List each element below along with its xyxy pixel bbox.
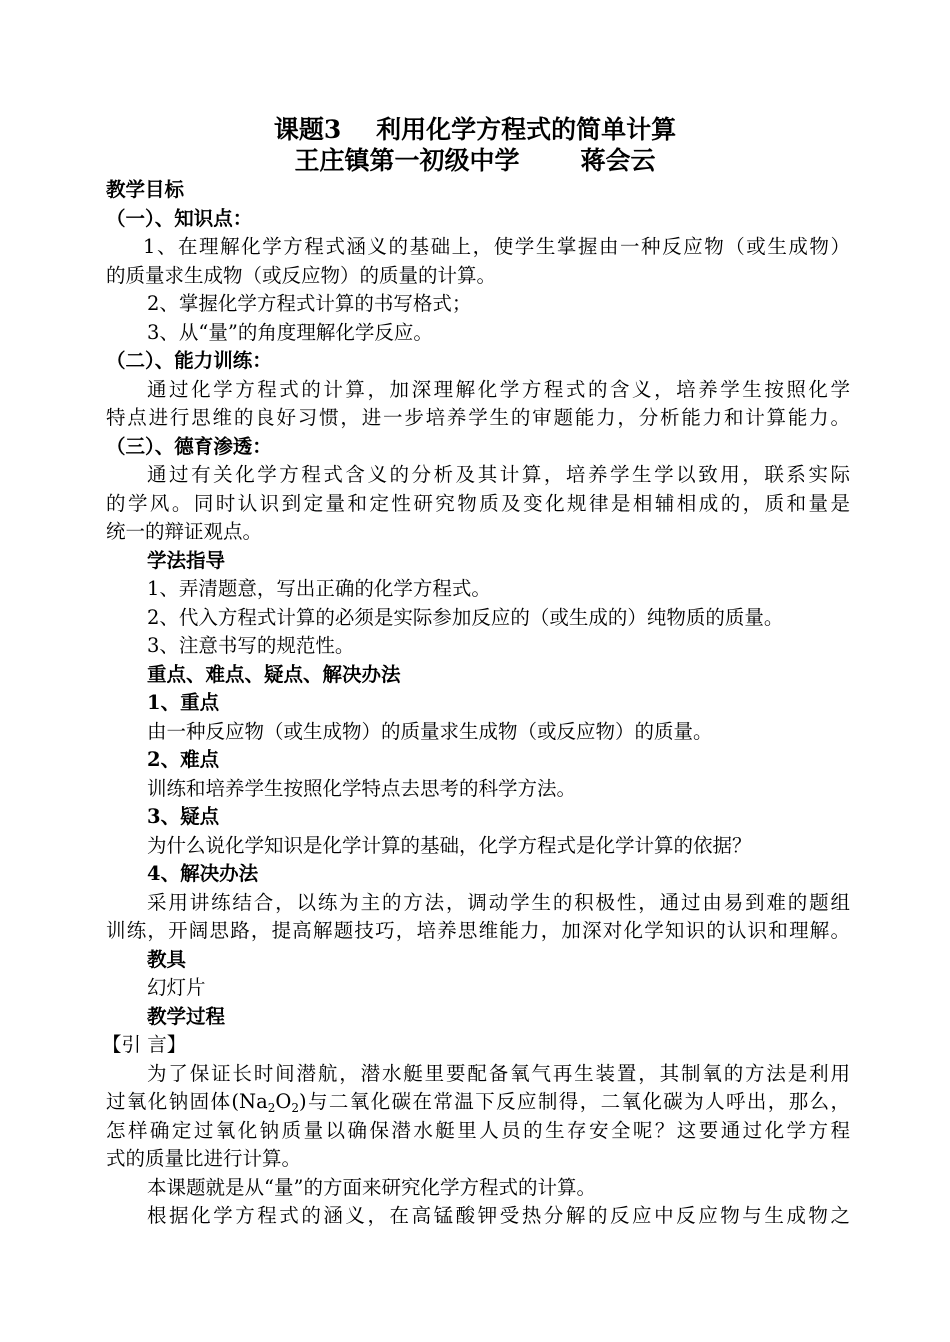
knowledge-item-3: 3、从“量”的角度理解化学反应。 xyxy=(147,320,433,344)
process-paragraph-3: 根据化学方程式的涵义，在高锰酸钾受热分解的反应中反应物与生成物之 xyxy=(147,1204,850,1227)
intro-line-4: 式的质量比进行计算。 xyxy=(106,1147,302,1170)
ability-heading: （二）、能力训练： xyxy=(106,349,272,372)
tools-heading: 教具 xyxy=(147,947,187,971)
ability-line-2: 特点进行思维的良好习惯，进一步培养学生的审题能力，分析能力和计算能力。 xyxy=(106,406,850,429)
method-item-2: 2、代入方程式计算的必须是实际参加反应的（或生成的）纯物质的质量。 xyxy=(147,605,784,629)
document-title: 课题3 利用化学方程式的简单计算 xyxy=(273,115,677,144)
keypoints-heading: 重点、难点、疑点、解决办法 xyxy=(147,662,401,686)
focus-text: 由一种反应物（或生成物）的质量求生成物（或反应物）的质量。 xyxy=(147,719,713,743)
focus-heading: 1、重点 xyxy=(147,691,220,714)
moral-line-1: 通过有关化学方程式含义的分析及其计算，培养学生学以致用，联系实际 xyxy=(147,463,850,486)
intro-line-3: 怎样确定过氧化钠质量以确保潜水艇里人员的生存安全呢？这要通过化学方程 xyxy=(106,1118,850,1142)
method-heading: 学法指导 xyxy=(147,548,226,572)
solution-line-1: 采用讲练结合，以练为主的方法，调动学生的积极性，通过由易到难的题组 xyxy=(147,890,850,914)
objectives-heading: 教学目标 xyxy=(106,178,185,201)
difficulty-heading: 2、难点 xyxy=(147,748,220,771)
intro-line-2-part-a: 过氧化钠固体(Na xyxy=(106,1090,268,1113)
knowledge-heading: （一）、知识点： xyxy=(106,206,253,230)
knowledge-item-1-line-2: 的质量求生成物（或反应物）的质量的计算。 xyxy=(106,263,497,287)
method-item-3: 3、注意书写的规范性。 xyxy=(147,634,355,657)
solution-line-2: 训练，开阔思路，提高解题技巧，培养思维能力，加深对化学知识的认识和理解。 xyxy=(106,919,850,942)
moral-line-3: 统一的辩证观点。 xyxy=(106,520,263,543)
intro-line-2 xyxy=(106,1088,850,1117)
tools-text: 幻灯片 xyxy=(147,976,206,999)
oxygen-subscript: 2 xyxy=(291,1101,299,1115)
doubt-text: 为什么说化学知识是化学计算的基础，化学方程式是化学计算的依据？ xyxy=(147,833,752,857)
solution-heading: 4、解决办法 xyxy=(147,862,259,885)
method-item-1: 1、弄清题意，写出正确的化学方程式。 xyxy=(147,577,491,600)
knowledge-item-2: 2、掌握化学方程式计算的书写格式； xyxy=(147,292,472,315)
intro-line-1: 为了保证长时间潜航，潜水艇里要配备氧气再生装置，其制氧的方法是利用 xyxy=(147,1061,850,1085)
process-heading: 教学过程 xyxy=(147,1004,226,1028)
intro-line-2-part-b: O xyxy=(275,1090,292,1113)
intro-line-2-part-c: )与二氧化碳在常温下反应制得，二氧化碳为人呼出，那么， xyxy=(298,1090,850,1113)
moral-heading: （三）、德育渗透： xyxy=(106,434,272,458)
document-author: 王庄镇第一初级中学 蒋会云 xyxy=(294,146,656,175)
moral-line-2: 的学风。同时认识到定量和定性研究物质及变化规律是相辅相成的，质和量是 xyxy=(106,491,850,515)
sodium-subscript: 2 xyxy=(267,1101,276,1115)
doubt-heading: 3、疑点 xyxy=(147,805,220,828)
knowledge-item-1-line-1: 1、在理解化学方程式涵义的基础上，使学生掌握由一种反应物（或生成物） xyxy=(143,235,850,258)
document-body xyxy=(102,176,850,1231)
ability-line-1: 通过化学方程式的计算，加深理解化学方程式的含义，培养学生按照化学 xyxy=(147,377,850,401)
process-paragraph-2: 本课题就是从“量”的方面来研究化学方程式的计算。 xyxy=(147,1175,596,1199)
intro-heading: 【引 言】 xyxy=(102,1033,187,1056)
difficulty-text: 训练和培养学生按照化学特点去思考的科学方法。 xyxy=(147,776,577,800)
